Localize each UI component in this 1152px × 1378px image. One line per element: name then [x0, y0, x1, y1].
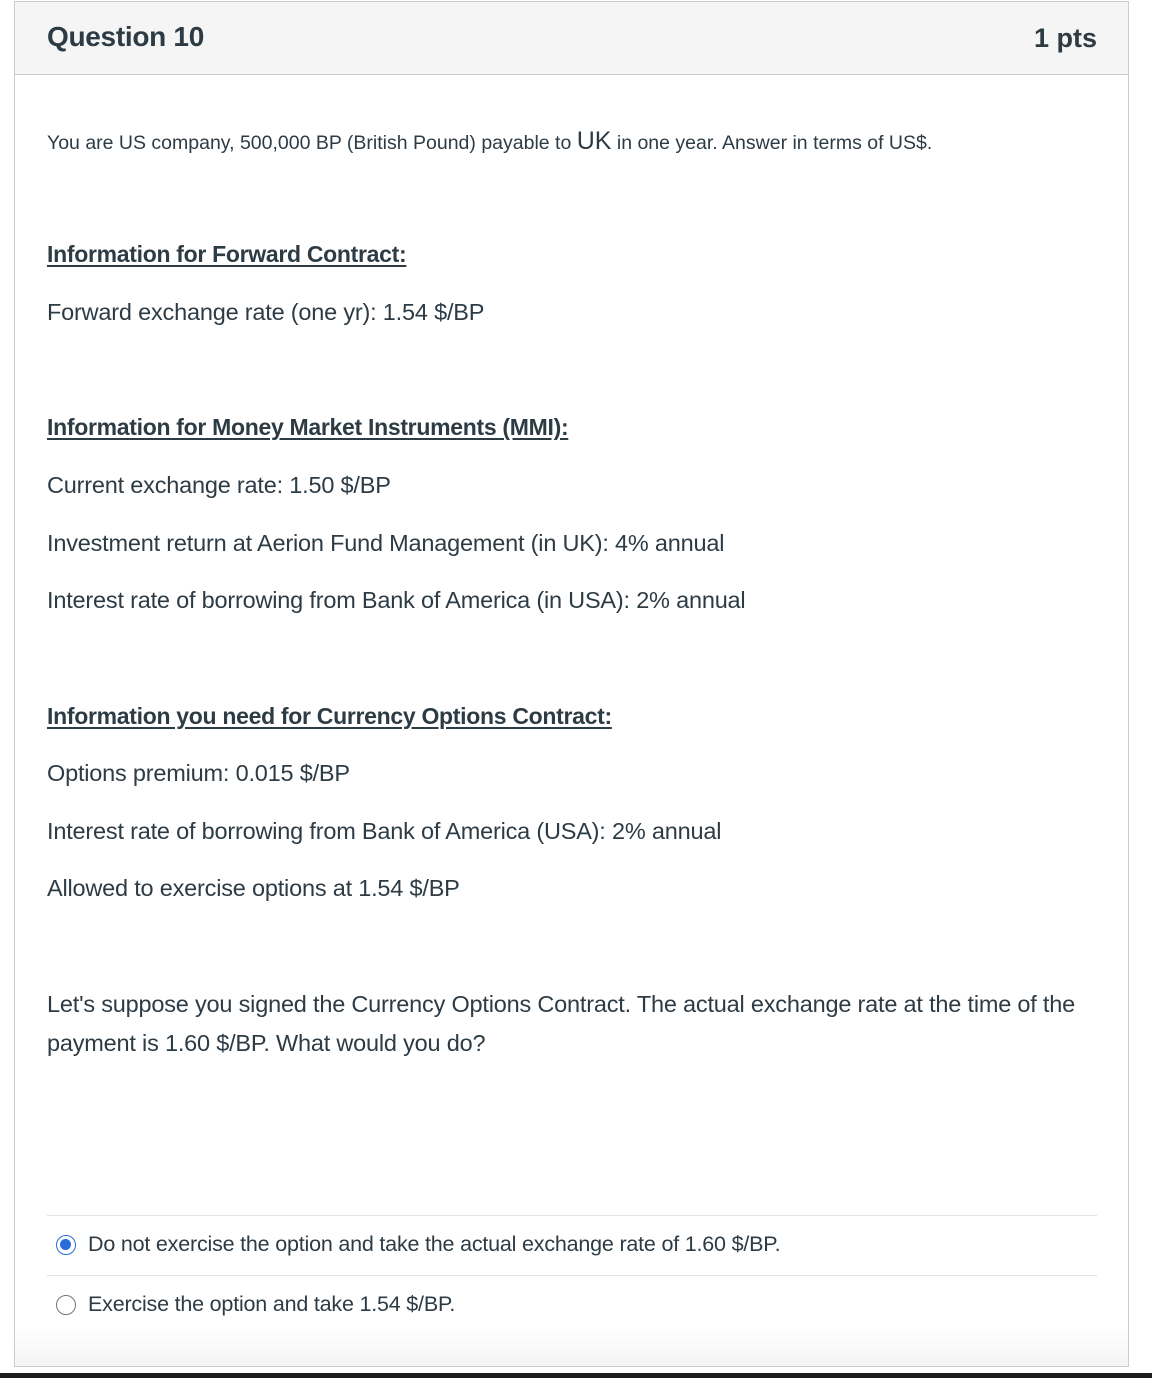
card-bottom-fade: [15, 1326, 1128, 1366]
options-contract-heading: Information you need for Currency Options Contract:: [47, 703, 612, 729]
exercise-rate-text: Allowed to exercise options at 1.54 $/BP: [47, 875, 460, 901]
question-header: [15, 2, 1128, 75]
intro-text-end: in one year. Answer in terms of US$.: [611, 132, 933, 154]
options-premium-text: Options premium: 0.015 $/BP: [47, 760, 350, 786]
question-intro: [47, 127, 932, 156]
investment-return-text: Investment return at Aerion Fund Management (in UK): 4% annual: [47, 530, 725, 556]
question-prompt: Let's suppose you signed the Currency Options Contract. The actual exchange rate at the time of the payment is 1.60 $/BP. What would you do?: [47, 991, 1076, 1056]
radio-unselected-icon[interactable]: [56, 1295, 76, 1315]
intro-text-uk: UK: [576, 127, 612, 155]
window-bottom-edge: [0, 1373, 1152, 1378]
answer-list: [47, 1215, 1097, 1335]
answer-label[interactable]: Do not exercise the option and take the actual exchange rate of 1.60 $/BP.: [88, 1232, 781, 1256]
answer-label[interactable]: Exercise the option and take 1.54 $/BP.: [88, 1292, 456, 1316]
borrowing-rate-text: Interest rate of borrowing from Bank of America (in USA): 2% annual: [47, 587, 746, 613]
radio-selected-icon[interactable]: [56, 1235, 76, 1255]
mmi-heading: Information for Money Market Instruments (MMI):: [47, 414, 569, 440]
forward-contract-heading: Information for Forward Contract:: [47, 241, 407, 267]
question-card: [14, 1, 1129, 1367]
question-points: 1 pts: [1033, 23, 1097, 53]
question-title: Question 10: [47, 21, 204, 52]
answer-option-do-not-exercise[interactable]: [47, 1215, 1097, 1275]
intro-text-start: You are US company, 500,000 BP (British Pound) payable to: [47, 132, 577, 154]
forward-rate-text: Forward exchange rate (one yr): 1.54 $/BP: [47, 299, 485, 325]
current-rate-text: Current exchange rate: 1.50 $/BP: [47, 472, 391, 498]
options-borrowing-rate-text: Interest rate of borrowing from Bank of America (USA): 2% annual: [47, 818, 722, 844]
